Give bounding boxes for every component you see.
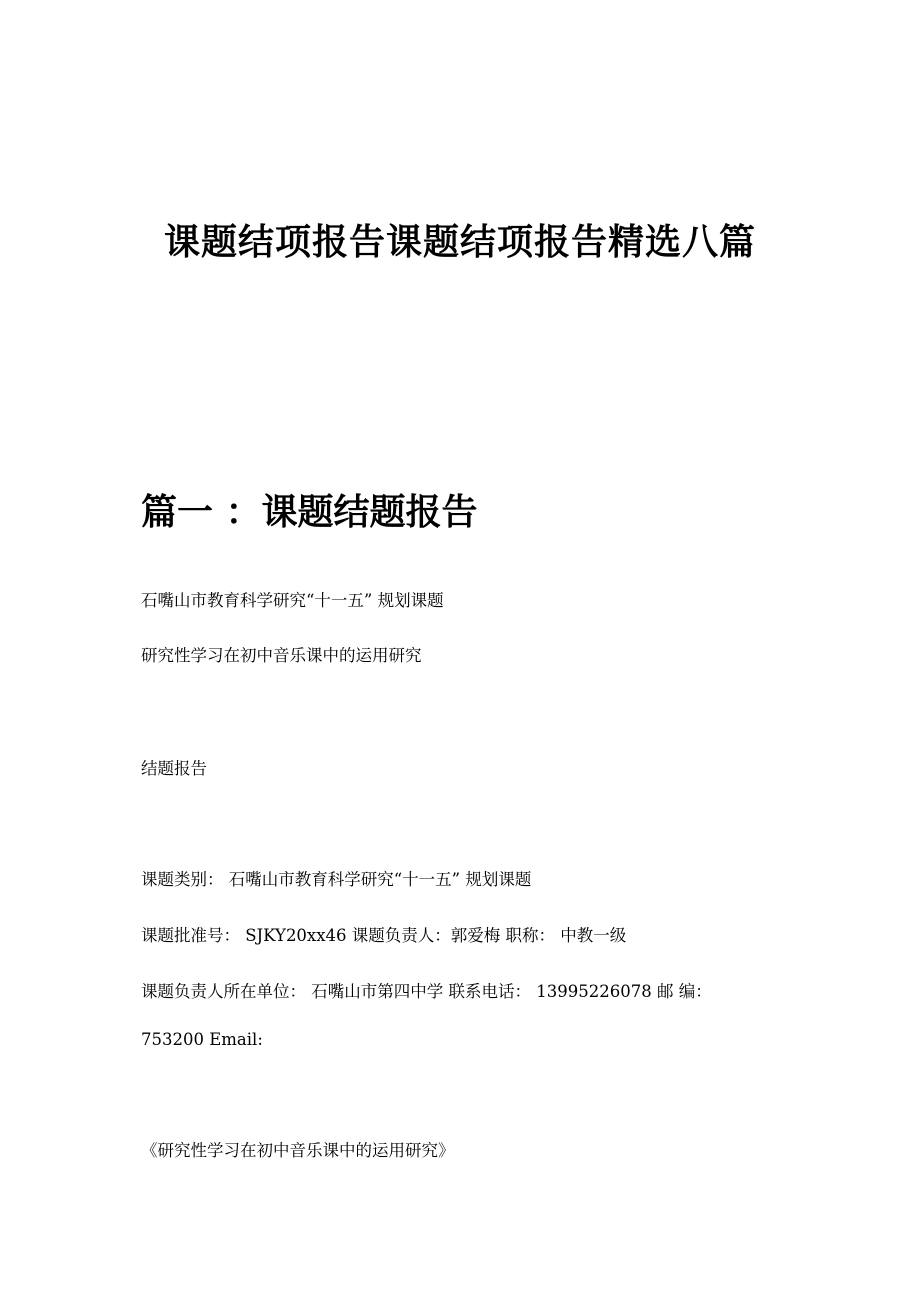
document-title: 课题结项报告课题结项报告精选八篇 [163,221,756,263]
project-topic-line: 研究性学习在初中音乐课中的运用研究 [141,646,422,665]
project-program-line: 石嘴山市教育科学研究“十一五” 规划课题 [141,591,444,610]
approval-number-line: 课题批准号： SJKY20xx46 课题负责人：郭爱梅 职称： 中教一级 [141,926,627,945]
report-title-line: 《研究性学习在初中音乐课中的运用研究》 [141,1141,455,1160]
section-heading: 篇一 ：课题结题报告 [141,491,478,533]
project-category-line: 课题类别： 石嘴山市教育科学研究“十一五” 规划课题 [141,870,532,889]
report-type-line: 结题报告 [141,759,207,778]
postcode-email-line: 753200 Email: [141,1030,263,1049]
unit-contact-line: 课题负责人所在单位： 石嘴山市第四中学 联系电话： 13995226078 邮 编： [141,982,712,1001]
